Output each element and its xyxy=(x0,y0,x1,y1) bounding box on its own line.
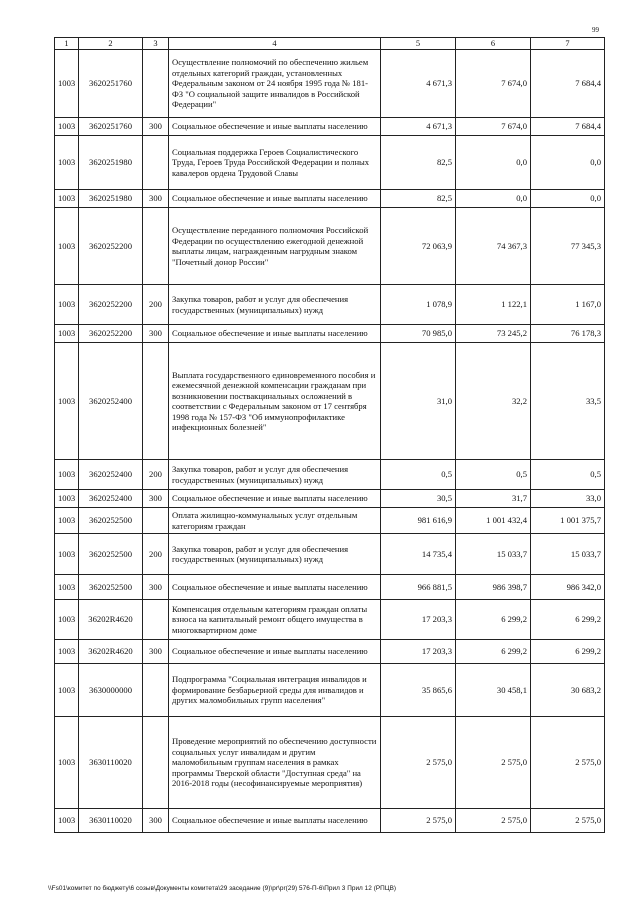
header-cell: 4 xyxy=(169,38,381,50)
article-code-cell: 3620252400 xyxy=(79,490,143,508)
table-row xyxy=(55,190,605,208)
amount-year1-cell: 82,5 xyxy=(381,136,456,190)
header-cell: 2 xyxy=(79,38,143,50)
amount-year1-cell: 70 985,0 xyxy=(381,325,456,343)
table-row xyxy=(55,118,605,136)
section-code-cell: 1003 xyxy=(55,136,79,190)
article-code-cell: 3630110020 xyxy=(79,717,143,809)
section-code-cell: 1003 xyxy=(55,325,79,343)
amount-year1-cell: 2 575,0 xyxy=(381,809,456,833)
table-row xyxy=(55,717,605,809)
article-code-cell: 3620251760 xyxy=(79,50,143,118)
article-code-cell: 3620252400 xyxy=(79,460,143,490)
article-code-cell: 3630000000 xyxy=(79,664,143,717)
expense-type-cell: 200 xyxy=(143,534,169,575)
item-name-cell: Социальное обеспечение и иные выплаты населению xyxy=(169,809,381,833)
article-code-cell: 3620251980 xyxy=(79,190,143,208)
expense-type-cell xyxy=(143,717,169,809)
amount-year2-cell: 986 398,7 xyxy=(456,575,531,600)
article-code-cell: 3620252500 xyxy=(79,508,143,534)
item-name-cell: Проведение мероприятий по обеспечению доступности социальных услуг инвалидам и другим маломобильным группам населения в рамках программы Тверской области "Доступная среда" на 2016-2018 годы (несофинансируемые мероприятия) xyxy=(169,717,381,809)
section-code-cell: 1003 xyxy=(55,664,79,717)
section-code-cell: 1003 xyxy=(55,534,79,575)
amount-year3-cell: 7 684,4 xyxy=(531,118,605,136)
table-row xyxy=(55,809,605,833)
table-row xyxy=(55,325,605,343)
expense-type-cell: 300 xyxy=(143,640,169,664)
expense-type-cell xyxy=(143,50,169,118)
amount-year3-cell: 77 345,3 xyxy=(531,208,605,285)
amount-year2-cell: 2 575,0 xyxy=(456,717,531,809)
amount-year1-cell: 14 735,4 xyxy=(381,534,456,575)
amount-year2-cell: 0,5 xyxy=(456,460,531,490)
table-row xyxy=(55,490,605,508)
amount-year2-cell: 7 674,0 xyxy=(456,50,531,118)
file-path-footer: \\Fs01\комитет по бюджету\6 созыв\Документы комитета\29 заседание (9)\pr\pr(29) 576-П-6\Прил 3 Прил 12 (РПЦВ) xyxy=(48,885,397,892)
amount-year3-cell: 6 299,2 xyxy=(531,600,605,640)
item-name-cell: Закупка товаров, работ и услуг для обеспечения государственных (муниципальных) нужд xyxy=(169,285,381,325)
article-code-cell: 3620252400 xyxy=(79,343,143,460)
item-name-cell: Оплата жилищно-коммунальных услуг отдельным категориям граждан xyxy=(169,508,381,534)
expense-type-cell: 300 xyxy=(143,325,169,343)
amount-year3-cell: 30 683,2 xyxy=(531,664,605,717)
expense-type-cell: 300 xyxy=(143,490,169,508)
expense-type-cell: 300 xyxy=(143,118,169,136)
section-code-cell: 1003 xyxy=(55,285,79,325)
section-code-cell: 1003 xyxy=(55,508,79,534)
item-name-cell: Компенсация отдельным категориям граждан оплаты взноса на капитальный ремонт общего имущества в многоквартирном доме xyxy=(169,600,381,640)
amount-year1-cell: 4 671,3 xyxy=(381,50,456,118)
amount-year2-cell: 32,2 xyxy=(456,343,531,460)
item-name-cell: Осуществление переданного полномочия Российской Федерации по осуществлению ежегодной денежной выплаты лицам, награжденным нагрудным знаком "Почетный донор России" xyxy=(169,208,381,285)
expense-type-cell xyxy=(143,343,169,460)
section-code-cell: 1003 xyxy=(55,490,79,508)
amount-year3-cell: 986 342,0 xyxy=(531,575,605,600)
section-code-cell: 1003 xyxy=(55,575,79,600)
item-name-cell: Социальное обеспечение и иные выплаты населению xyxy=(169,640,381,664)
amount-year3-cell: 6 299,2 xyxy=(531,640,605,664)
amount-year3-cell: 7 684,4 xyxy=(531,50,605,118)
section-code-cell: 1003 xyxy=(55,460,79,490)
amount-year2-cell: 0,0 xyxy=(456,136,531,190)
item-name-cell: Закупка товаров, работ и услуг для обеспечения государственных (муниципальных) нужд xyxy=(169,534,381,575)
article-code-cell: 3620252200 xyxy=(79,208,143,285)
header-cell: 5 xyxy=(381,38,456,50)
header-cell: 3 xyxy=(143,38,169,50)
amount-year3-cell: 0,0 xyxy=(531,190,605,208)
amount-year3-cell: 2 575,0 xyxy=(531,809,605,833)
amount-year3-cell: 1 001 375,7 xyxy=(531,508,605,534)
table-row xyxy=(55,664,605,717)
table-row xyxy=(55,136,605,190)
amount-year2-cell: 74 367,3 xyxy=(456,208,531,285)
expense-type-cell xyxy=(143,208,169,285)
page-number: 99 xyxy=(592,26,599,34)
article-code-cell: 36202R4620 xyxy=(79,600,143,640)
item-name-cell: Социальное обеспечение и иные выплаты населению xyxy=(169,325,381,343)
amount-year2-cell: 1 122,1 xyxy=(456,285,531,325)
section-code-cell: 1003 xyxy=(55,717,79,809)
amount-year3-cell: 0,0 xyxy=(531,136,605,190)
expense-type-cell xyxy=(143,136,169,190)
table-row xyxy=(55,285,605,325)
section-code-cell: 1003 xyxy=(55,343,79,460)
section-code-cell: 1003 xyxy=(55,190,79,208)
amount-year1-cell: 2 575,0 xyxy=(381,717,456,809)
section-code-cell: 1003 xyxy=(55,208,79,285)
expense-type-cell xyxy=(143,508,169,534)
header-row xyxy=(55,38,605,50)
expense-type-cell xyxy=(143,600,169,640)
amount-year2-cell: 73 245,2 xyxy=(456,325,531,343)
item-name-cell: Социальное обеспечение и иные выплаты населению xyxy=(169,575,381,600)
amount-year2-cell: 7 674,0 xyxy=(456,118,531,136)
article-code-cell: 3620252200 xyxy=(79,325,143,343)
amount-year3-cell: 1 167,0 xyxy=(531,285,605,325)
table-row xyxy=(55,508,605,534)
amount-year3-cell: 33,0 xyxy=(531,490,605,508)
amount-year1-cell: 17 203,3 xyxy=(381,640,456,664)
expense-type-cell: 300 xyxy=(143,575,169,600)
budget-table xyxy=(54,37,605,833)
article-code-cell: 3620251760 xyxy=(79,118,143,136)
table-row xyxy=(55,460,605,490)
article-code-cell: 3620252500 xyxy=(79,534,143,575)
article-code-cell: 3630110020 xyxy=(79,809,143,833)
amount-year2-cell: 2 575,0 xyxy=(456,809,531,833)
amount-year3-cell: 0,5 xyxy=(531,460,605,490)
article-code-cell: 3620251980 xyxy=(79,136,143,190)
expense-type-cell: 300 xyxy=(143,190,169,208)
amount-year2-cell: 31,7 xyxy=(456,490,531,508)
item-name-cell: Социальная поддержка Героев Социалистического Труда, Героев Труда Российской Федерации и полных кавалеров ордена Трудовой Славы xyxy=(169,136,381,190)
expense-type-cell: 200 xyxy=(143,460,169,490)
amount-year1-cell: 72 063,9 xyxy=(381,208,456,285)
item-name-cell: Подпрограмма "Социальная интеграция инвалидов и формирование безбарьерной среды для инвалидов и других маломобильных групп населения" xyxy=(169,664,381,717)
amount-year3-cell: 15 033,7 xyxy=(531,534,605,575)
section-code-cell: 1003 xyxy=(55,50,79,118)
table-row xyxy=(55,575,605,600)
section-code-cell: 1003 xyxy=(55,640,79,664)
table-row xyxy=(55,534,605,575)
amount-year3-cell: 2 575,0 xyxy=(531,717,605,809)
item-name-cell: Социальное обеспечение и иные выплаты населению xyxy=(169,118,381,136)
amount-year1-cell: 82,5 xyxy=(381,190,456,208)
amount-year1-cell: 31,0 xyxy=(381,343,456,460)
table-row xyxy=(55,208,605,285)
section-code-cell: 1003 xyxy=(55,600,79,640)
table-row xyxy=(55,640,605,664)
item-name-cell: Осуществление полномочий по обеспечению жильем отдельных категорий граждан, установленных Федеральным законом от 24 ноября 1995 года № 181-ФЗ "О социальной защите инвалидов в Российской Федерации" xyxy=(169,50,381,118)
expense-type-cell: 200 xyxy=(143,285,169,325)
article-code-cell: 36202R4620 xyxy=(79,640,143,664)
amount-year1-cell: 981 616,9 xyxy=(381,508,456,534)
item-name-cell: Социальное обеспечение и иные выплаты населению xyxy=(169,190,381,208)
section-code-cell: 1003 xyxy=(55,809,79,833)
amount-year2-cell: 1 001 432,4 xyxy=(456,508,531,534)
header-cell: 6 xyxy=(456,38,531,50)
amount-year1-cell: 0,5 xyxy=(381,460,456,490)
expense-type-cell: 300 xyxy=(143,809,169,833)
amount-year2-cell: 30 458,1 xyxy=(456,664,531,717)
item-name-cell: Социальное обеспечение и иные выплаты населению xyxy=(169,490,381,508)
table-row xyxy=(55,343,605,460)
section-code-cell: 1003 xyxy=(55,118,79,136)
amount-year1-cell: 1 078,9 xyxy=(381,285,456,325)
table-row xyxy=(55,50,605,118)
table-row xyxy=(55,600,605,640)
amount-year3-cell: 33,5 xyxy=(531,343,605,460)
expense-type-cell xyxy=(143,664,169,717)
amount-year2-cell: 0,0 xyxy=(456,190,531,208)
amount-year1-cell: 4 671,3 xyxy=(381,118,456,136)
amount-year1-cell: 966 881,5 xyxy=(381,575,456,600)
amount-year1-cell: 35 865,6 xyxy=(381,664,456,717)
amount-year2-cell: 15 033,7 xyxy=(456,534,531,575)
item-name-cell: Выплата государственного единовременного пособия и ежемесячной денежной компенсации гражданам при возникновении поствакцинальных осложнений в соответствии с Федеральным законом от 17 сентября 1998 года № 157-ФЗ "Об иммунопрофилактике инфекционных болезней" xyxy=(169,343,381,460)
amount-year2-cell: 6 299,2 xyxy=(456,640,531,664)
header-cell: 7 xyxy=(531,38,605,50)
header-cell: 1 xyxy=(55,38,79,50)
amount-year1-cell: 30,5 xyxy=(381,490,456,508)
amount-year2-cell: 6 299,2 xyxy=(456,600,531,640)
article-code-cell: 3620252200 xyxy=(79,285,143,325)
item-name-cell: Закупка товаров, работ и услуг для обеспечения государственных (муниципальных) нужд xyxy=(169,460,381,490)
amount-year3-cell: 76 178,3 xyxy=(531,325,605,343)
article-code-cell: 3620252500 xyxy=(79,575,143,600)
amount-year1-cell: 17 203,3 xyxy=(381,600,456,640)
